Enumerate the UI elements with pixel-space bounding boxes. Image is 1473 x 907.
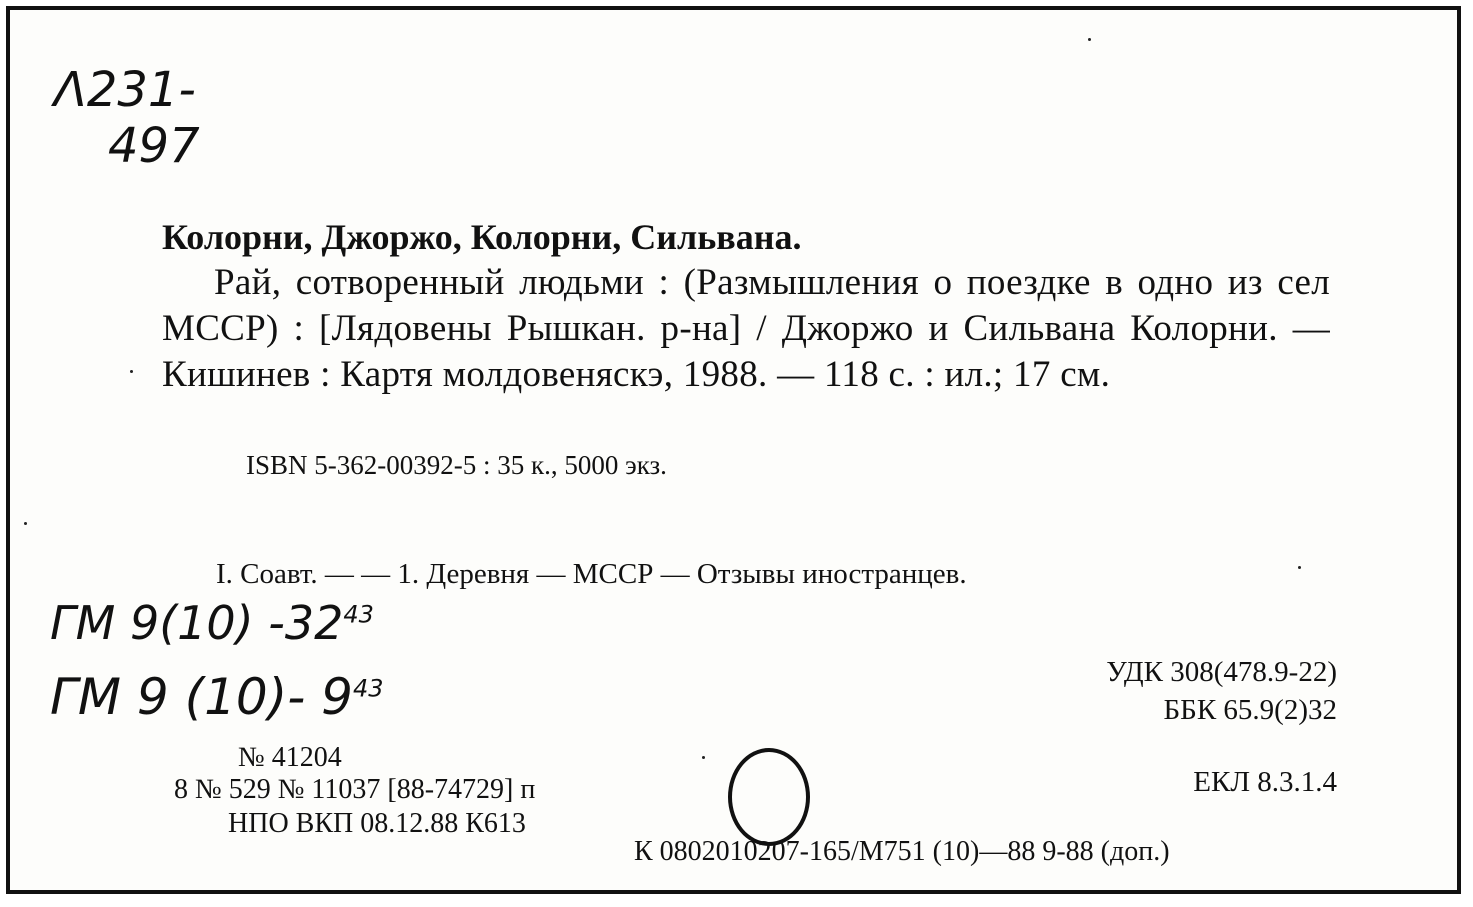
catalog-card (6, 6, 1461, 894)
handwritten-code-2-text: ГМ 9 (10)- 9 (50, 668, 353, 726)
scan-speck (24, 522, 27, 525)
handwritten-code-2 (50, 668, 384, 726)
scan-speck (702, 756, 705, 759)
bbk-code: ББК 65.9(2)32 (1163, 694, 1337, 726)
circle-mark (728, 748, 810, 846)
print-number: № 41204 (238, 742, 342, 773)
call-number-line1: Λ231- (54, 62, 196, 118)
author-heading: Колорни, Джоржо, Колорни, Сильвана. (162, 217, 802, 257)
order-line: 8 № 529 № 11037 [88-74729] п (174, 774, 536, 805)
scan-speck (1088, 38, 1091, 41)
k-code-line: К 0802010207-165/М751 (10)—88 9-88 (доп.) (634, 836, 1170, 867)
call-number (54, 62, 200, 174)
bibliographic-description: Рай, сотворенный людьми : (Размышления о поездке в одно из сел МССР) : [Лядовены Рышкан. р-на] / Джоржо и Сильвана Колорни. — Кишинев : Картя молдовеняскэ, 1988. — 118 с. : ил.; 17 см. (162, 262, 1330, 395)
scan-speck (130, 370, 133, 373)
scan-speck (1298, 566, 1301, 569)
handwritten-code-1-sup: 43 (343, 600, 374, 629)
udk-code: УДК 308(478.9-22) (1106, 656, 1337, 688)
handwritten-code-1 (50, 596, 374, 650)
tracings-line: I. Соавт. — — 1. Деревня — МССР — Отзывы иностранцев. (216, 558, 967, 590)
handwritten-code-1-text: ГМ 9(10) -32 (50, 596, 344, 650)
ekl-code: ЕКЛ 8.3.1.4 (1193, 766, 1337, 798)
call-number-line2: 497 (108, 118, 200, 174)
handwritten-code-2-sup: 43 (352, 674, 384, 703)
publisher-line: НПО ВКП 08.12.88 К613 (228, 808, 526, 839)
isbn-line: ISBN 5-362-00392-5 : 35 к., 5000 экз. (246, 450, 667, 480)
